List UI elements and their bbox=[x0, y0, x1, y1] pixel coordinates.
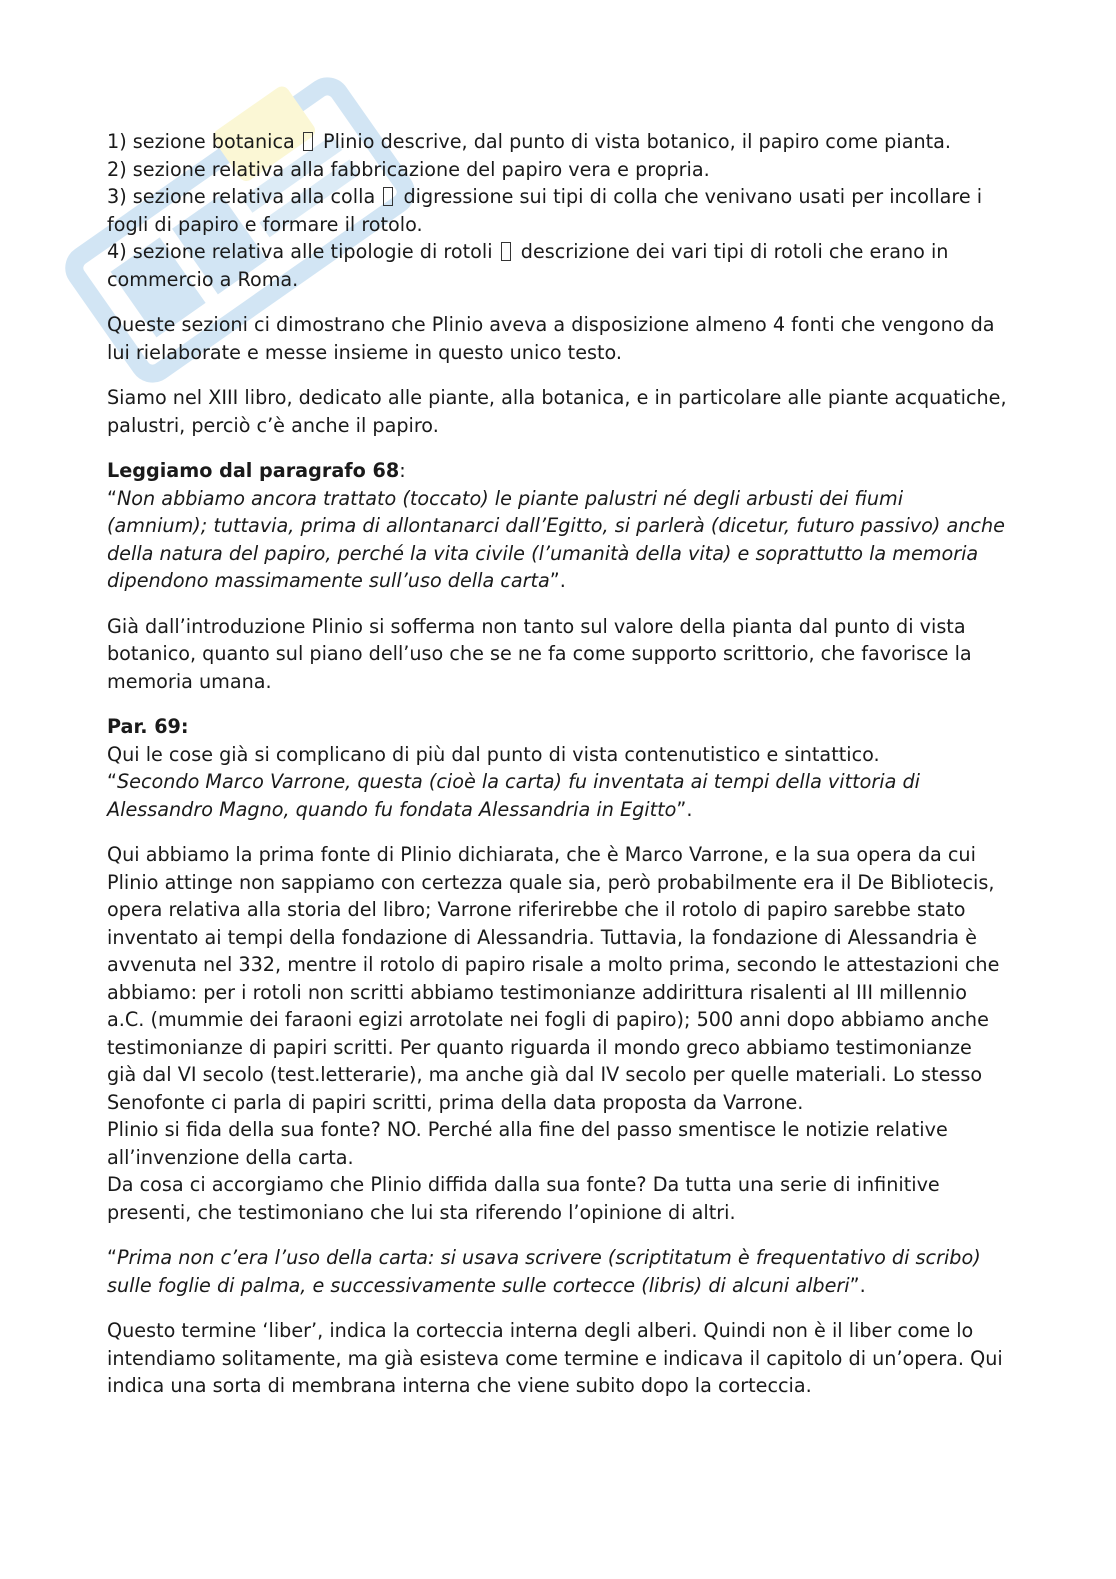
list-item-3: 3) sezione relativa alla colla digressione sui tipi di colla che venivano usati per incollare i fogli di papiro e formare il rotolo. bbox=[107, 185, 983, 236]
list-item-2: 2) sezione relativa alla fabbricazione del papiro vera e propria. bbox=[107, 157, 710, 181]
section-heading: Leggiamo dal paragrafo 68 bbox=[107, 459, 400, 482]
quote-prima: “Prima non c’era l’uso della carta: si usava scrivere (scriptitatum è frequentativo di scribo) sulle foglie di palma, e successivamente sulle cortecce (libris) di alcuni alberi”. bbox=[107, 1246, 981, 1297]
section-par68: Leggiamo dal paragrafo 68: “Non abbiamo ancora trattato (toccato) le piante palustri né degli arbusti dei fiumi (amnium); tuttavia, prima di allontanarci dall’Egitto, si parlerà (dicetur, futuro passivo) anche della natura del papiro, perché la vita civile (l’umanità della vita) e soprattutto la memoria dipendono massimamente sull’uso della carta”. bbox=[107, 459, 1005, 592]
list-item-4: 4) sezione relativa alle tipologie di rotoli descrizione dei vari tipi di rotoli che erano in commercio a Roma. bbox=[107, 240, 949, 291]
section-heading: Par. 69: bbox=[107, 715, 189, 738]
paragraph-intro: Già dall’introduzione Plinio si sofferma non tanto sul valore della pianta dal punto di vista botanico, quanto sul piano dell’uso che se ne fa come supporto scrittorio, che favorisce la memoria umana. bbox=[107, 614, 972, 693]
paragraph-fida: Plinio si fida della sua fonte? NO. Perché alla fine del passo smentisce le notizie relative all’invenzione della carta. bbox=[107, 1118, 948, 1169]
latin-quote: Secondo Marco Varrone, questa (cioè la carta) fu inventata ai tempi della vittoria di Alessandro Magno, quando fu fondata Alessandria in Egitto bbox=[107, 770, 920, 821]
latin-quote: Non abbiamo ancora trattato (toccato) le piante palustri né degli arbusti dei fiumi (amnium); tuttavia, prima di allontanarci dall’Egitto, si parlerà (dicetur, futuro passivo) anche della natura del papiro, perché la vita civile (l’umanità della vita) e soprattutto la memoria dipendono massimamente sull’uso della carta bbox=[107, 486, 1005, 592]
missing-glyph-icon bbox=[303, 132, 313, 151]
paragraph-varrone: Qui abbiamo la prima fonte di Plinio dichiarata, che è Marco Varrone, e la sua opera da cui Plinio attinge non sappiamo con certezza quale sia, però probabilmente era il De Bibliotecis, opera relativa alla storia del libro; Varrone riferirebbe che il rotolo di papiro sarebbe stato inventato ai tempi della fondazione di Alessandria. Tuttavia, la fondazione di Alessandria è avvenuta nel 332, mentre il rotolo di papiro risale a molto prima, secondo le attestazioni che abbiamo: per i rotoli non scritti abbiamo testimonianze addirittura risalenti al III millennio a.C. (mummie dei faraoni egizi arrotolate nei fogli di papiro); 500 anni dopo abbiamo anche testimonianze di papiri scritti. Per quanto riguarda il mondo greco abbiamo testimonianze già dal VI secolo (test.letterarie), ma anche già dal IV secolo per quelle materiali. Lo stesso Senofonte ci parla di papiri scritti, prima della data proposta da Varrone. bbox=[107, 843, 1000, 1114]
paragraph-libro: Siamo nel XIII libro, dedicato alle piante, alla botanica, e in particolare alle piante acquatiche, palustri, perciò c’è anche il papiro. bbox=[107, 386, 1007, 437]
document-page bbox=[107, 128, 1007, 1418]
missing-glyph-icon bbox=[501, 242, 511, 261]
missing-glyph-icon bbox=[383, 187, 393, 206]
paragraph-liber: Questo termine ‘liber’, indica la corteccia interna degli alberi. Quindi non è il liber come lo intendiamo solitamente, ma già esisteva come termine e indicava il capitolo di un’opera. Qui indica una sorta di membrana interna che viene subito dopo la corteccia. bbox=[107, 1319, 1003, 1397]
section-par69: Par. 69: Qui le cose già si complicano di più dal punto di vista contenutistico e sintattico. “Secondo Marco Varrone, questa (cioè la carta) fu inventata ai tempi della vittoria di Alessandro Magno, quando fu fondata Alessandria in Egitto”. bbox=[107, 715, 920, 821]
latin-quote: Prima non c’era l’uso della carta: si usava scrivere (scriptitatum è frequentativo di scribo) sulle foglie di palma, e successivamente sulle cortecce (libris) di alcuni alberi bbox=[107, 1246, 981, 1297]
paragraph-fonti: Queste sezioni ci dimostrano che Plinio aveva a disposizione almeno 4 fonti che vengono da lui rielaborate e messe insieme in questo unico testo. bbox=[107, 313, 995, 364]
list-item-1: 1) sezione botanica Plinio descrive, dal punto di vista botanico, il papiro come pianta. bbox=[107, 130, 951, 153]
paragraph-diffida: Da cosa ci accorgiamo che Plinio diffida dalla sua fonte? Da tutta una serie di infinitive presenti, che testimoniano che lui sta riferendo l’opinione di altri. bbox=[107, 1173, 940, 1224]
